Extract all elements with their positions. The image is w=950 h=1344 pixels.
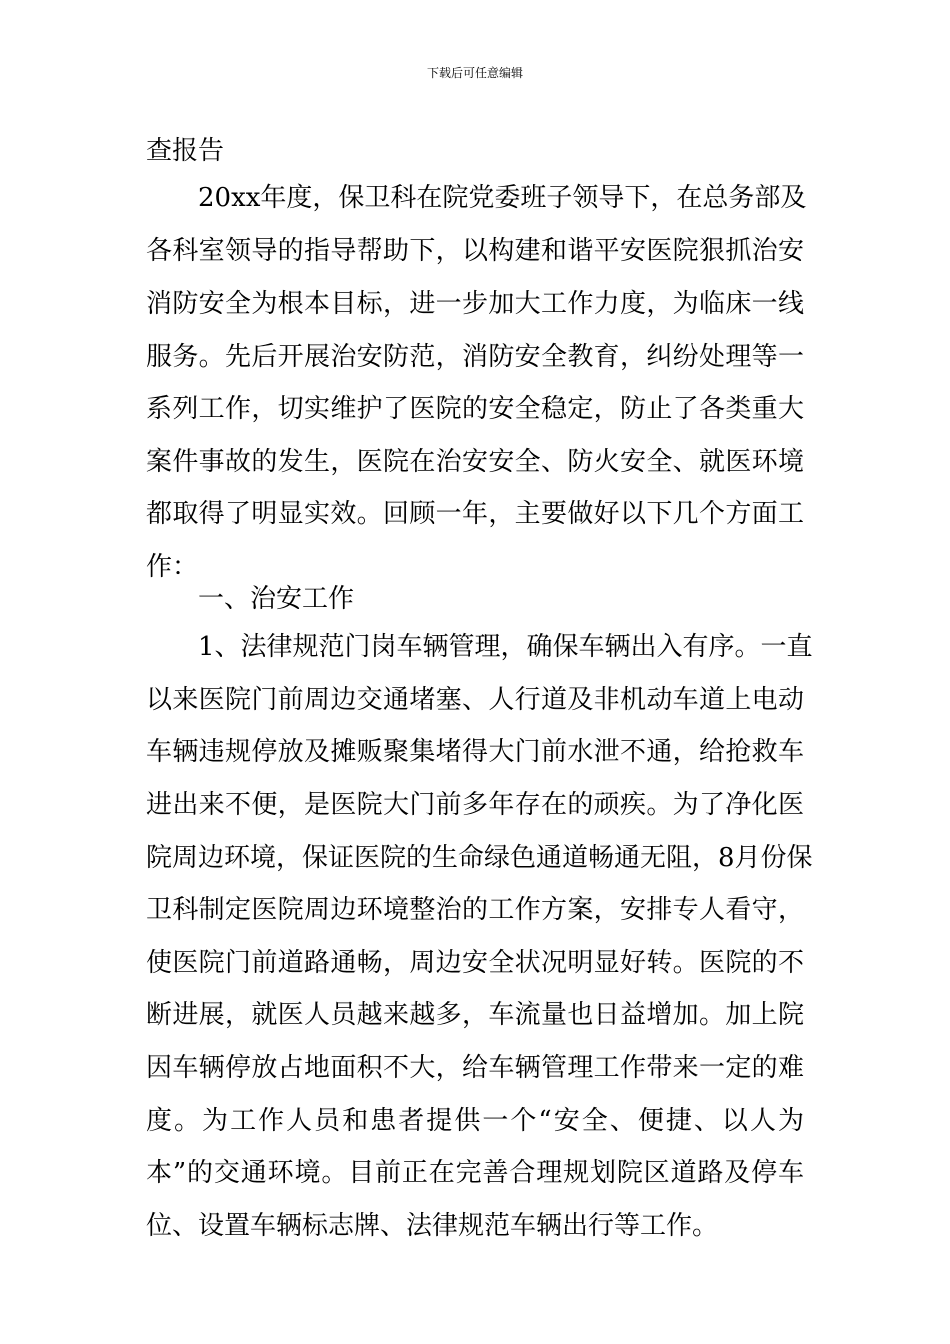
paragraph-line: 位、设置车辆标志牌、法律规范车辆出行等工作。 bbox=[146, 1211, 719, 1241]
paragraph-line: 各科室领导的指导帮助下，以构建和谐平安医院狠抓治安 bbox=[146, 236, 804, 266]
paragraph-line: 都取得了明显实效。回顾一年，主要做好以下几个方面工 bbox=[146, 499, 804, 529]
heading-fragment: 查报告 bbox=[146, 136, 225, 166]
paragraph-line: 服务。先后开展治安防范，消防安全教育，纠纷处理等一 bbox=[146, 342, 804, 372]
paragraph-line: 因车辆停放占地面积不大，给车辆管理工作带来一定的难 bbox=[146, 1053, 804, 1083]
header-note: 下载后可任意编辑 bbox=[426, 66, 523, 80]
paragraph-line: 系列工作，切实维护了医院的安全稳定，防止了各类重大 bbox=[146, 394, 804, 424]
paragraph-line: 以来医院门前周边交通堵塞、人行道及非机动车道上电动 bbox=[146, 685, 804, 715]
paragraph-line: 消防安全为根本目标，进一步加大工作力度，为临床一线 bbox=[146, 289, 804, 319]
paragraph-line: 断进展，就医人员越来越多，车流量也日益增加。加上院 bbox=[146, 1000, 804, 1030]
paragraph-line: 进出来不便，是医院大门前多年存在的顽疾。为了净化医 bbox=[146, 790, 804, 820]
paragraph-line: 使医院门前道路通畅，周边安全状况明显好转。医院的不 bbox=[146, 948, 804, 978]
paragraph-line: 院周边环境，保证医院的生命绿色通道畅通无阻，8月份保 bbox=[146, 843, 813, 873]
paragraph-line: 卫科制定医院周边环境整治的工作方案，安排专人看守， bbox=[146, 895, 804, 925]
section-heading: 一、治安工作 bbox=[198, 584, 355, 614]
paragraph-line: 车辆违规停放及摊贩聚集堵得大门前水泄不通，给抢救车 bbox=[146, 737, 804, 767]
paragraph-line: 1、法律规范门岗车辆管理，确保车辆出入有序。一直 bbox=[198, 632, 813, 662]
paragraph-line: 本”的交通环境。目前正在完善合理规划院区道路及停车 bbox=[146, 1158, 804, 1188]
paragraph-line: 20xx年度，保卫科在院党委班子领导下，在总务部及 bbox=[198, 183, 807, 213]
paragraph-line: 案件事故的发生，医院在治安安全、防火安全、就医环境 bbox=[146, 447, 804, 477]
paragraph-line: 度。为工作人员和患者提供一个“安全、便捷、以人为 bbox=[146, 1106, 804, 1136]
paragraph-line: 作： bbox=[146, 552, 199, 582]
